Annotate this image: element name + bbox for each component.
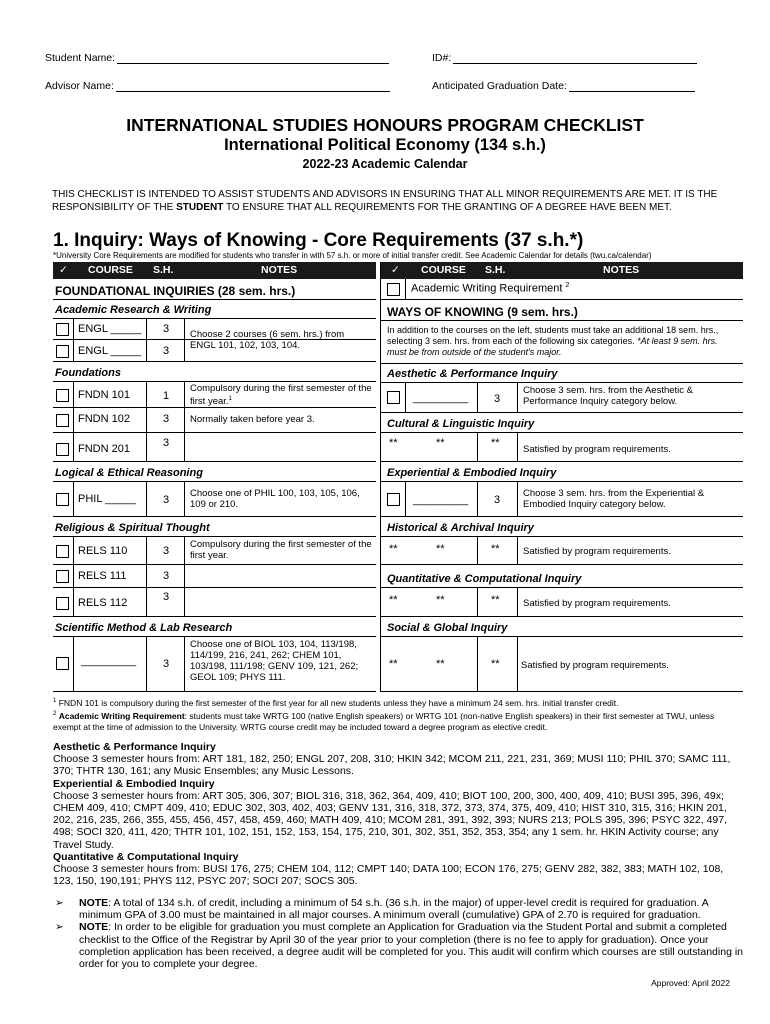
category-social-global: Social & Global Inquiry	[381, 617, 743, 637]
experiential-checkbox[interactable]	[387, 493, 400, 506]
table-row: _________ 3 Choose 3 sem. hrs. from the Aesthetic & Performance Inquiry category below.	[381, 383, 743, 413]
right-column-header: ✓ COURSE S.H. NOTES	[381, 262, 743, 279]
page-title: INTERNATIONAL STUDIES HONOURS PROGRAM CHECKLIST	[126, 115, 644, 135]
graduation-date-line[interactable]	[569, 79, 695, 92]
engl-checkbox-1[interactable]	[56, 323, 69, 336]
phil-checkbox[interactable]	[56, 493, 69, 506]
section-note: *University Core Requirements are modified for students who transfer in with 57 s.h. or more of initial transfer credit. See Academic Calendar for details (twu.ca/calendar)	[53, 251, 652, 260]
left-column-header: ✓ COURSE S.H. NOTES	[53, 262, 376, 279]
section-heading: 1. Inquiry: Ways of Knowing - Core Requirements (37 s.h.*)	[53, 230, 584, 251]
table-row: RELS 111 3	[53, 565, 376, 588]
advisor-name-line[interactable]	[116, 79, 390, 92]
table-row: RELS 112 3	[53, 588, 376, 617]
student-name-line[interactable]	[117, 51, 389, 64]
advisor-name-label: Advisor Name:	[45, 80, 114, 92]
program-subtitle: International Political Economy (134 s.h.)	[224, 136, 546, 154]
fndn101-checkbox[interactable]	[56, 389, 69, 402]
ways-of-knowing-note-row: In addition to the courses on the left, students must take an additional 18 sem. hrs., selecting 3 sem. hrs. from each of the following six categories. *At least 9 sem. hrs. must be from outside of the student's major.	[381, 321, 743, 364]
footnote-1: $^1$ FNDN 101 is compulsory during the first semester of the first year for all new students unless they have a minimum 24 sem. hrs. initial transfer credit.	[53, 697, 619, 708]
graduation-date-field[interactable]	[432, 79, 695, 92]
category-scientific-method: Scientific Method & Lab Research	[53, 617, 376, 637]
academic-writing-checkbox[interactable]	[387, 283, 400, 296]
disclaimer: THIS CHECKLIST IS INTENDED TO ASSIST STUDENTS AND ADVISORS IN ENSURING THAT ALL MINOR REQUIREMENTS ARE MET. IT IS THE RESPONSIBILITY OF THE STUDENT TO ENSURE THAT ALL REQUIREMENTS FOR THE GRANTING OF A DEGREE HAVE BEEN MET.	[52, 189, 718, 213]
check-header-icon: ✓	[391, 264, 400, 276]
category-foundations: Foundations	[53, 362, 376, 382]
table-row: ** ** ** Satisfied by program requirements.	[381, 433, 743, 462]
rels112-checkbox[interactable]	[56, 597, 69, 610]
ways-of-knowing-heading: WAYS OF KNOWING (9 sem. hrs.)	[381, 300, 743, 321]
table-row: FNDN 201 3	[53, 433, 376, 462]
left-column	[53, 262, 376, 692]
table-row: ** ** ** Satisfied by program requirements.	[381, 588, 743, 617]
engl-note: Choose 2 courses (6 sem. hrs.) from ENGL 101, 102, 103, 104.	[190, 329, 345, 351]
footnotes	[53, 696, 743, 733]
disclaimer-student: STUDENT	[176, 202, 224, 213]
rels111-checkbox[interactable]	[56, 570, 69, 583]
table-row: ** ** ** Satisfied by program requirements.	[381, 637, 743, 692]
category-logical-ethical: Logical & Ethical Reasoning	[53, 462, 376, 482]
table-row: FNDN 102 3 Normally taken before year 3.	[53, 408, 376, 433]
academic-writing-row: Academic Writing Requirement $^2$	[381, 279, 743, 300]
science-checkbox[interactable]	[56, 657, 69, 670]
aesthetic-checkbox[interactable]	[387, 391, 400, 404]
table-row: _________ 3 Choose one of BIOL 103, 104, 113/198, 114/199, 216, 241, 262; CHEM 101, 103/198, 111/198; GENV 109, 121, 262; GEOL 109; PHYS 111.	[53, 637, 376, 692]
advisor-name-field[interactable]	[45, 79, 390, 92]
category-cultural-linguistic: Cultural & Linguistic Inquiry	[381, 413, 743, 433]
note-graduation: ➢ NOTE: In order to be eligible for graduation you must complete an Application for Graduation via the Student Portal and submit a completed checklist to the Office of the Registrar by April 30 of the year prior to your completion (there is no fee to apply for graduation). Once your completion application has been received, a degree audit will be completed for you. This audit will confirm which courses are still outstanding in order for you to complete your degree.	[55, 921, 743, 971]
student-name-label: Student Name:	[45, 52, 116, 64]
right-column	[380, 262, 743, 692]
check-header-icon: ✓	[59, 264, 68, 276]
id-field[interactable]	[432, 51, 697, 64]
fndn102-checkbox[interactable]	[56, 414, 69, 427]
table-row: _________ 3 Choose 3 sem. hrs. from the Experiential & Embodied Inquiry category below.	[381, 482, 743, 517]
category-academic-research: Academic Research & Writing	[53, 300, 376, 319]
table-row: RELS 110 3 Compulsory during the first semester of the first year.	[53, 537, 376, 565]
arrow-bullet-icon: ➢	[55, 897, 64, 909]
footnote-2: $^2$ Academic Writing Requirement: students must take WRTG 100 (native English speakers) or WRTG 101 (non-native English speakers) in their first semester at TWU, unless exempt at the time of admission to the University. WRTG course credit may be included toward a degree program as elective credit.	[53, 710, 715, 732]
category-aesthetic-performance: Aesthetic & Performance Inquiry	[381, 364, 743, 383]
calendar-year: 2022-23 Academic Calendar	[302, 157, 468, 171]
arrow-bullet-icon: ➢	[55, 921, 64, 934]
table-row: ENGL _____ 3 Choose 2 courses (6 sem. hrs.) from ENGL 101, 102, 103, 104.	[53, 319, 376, 340]
category-historical-archival: Historical & Archival Inquiry	[381, 517, 743, 537]
approved-date: Approved: April 2022	[651, 978, 730, 988]
graduation-date-label: Anticipated Graduation Date:	[432, 80, 567, 92]
category-course-lists: Aesthetic & Performance Inquiry Choose 3 semester hours from: ART 181, 182, 250; ENGL 207, 208, 310; HKIN 342; MCOM 211, 221, 231, 369; MUSI 110; PHIL 370; SAMC 111, 370; THTR 130, 161; any Music Ensembles; any Music Lessons. Experiential & Embodied Inquiry Choose 3 semester hours from: ART 305, 306, 307; BIOL 316, 318, 362, 364, 409, 410; BIOT 100, 200, 300, 400, 409, 410; BUSI 395, 396, 49x; CHEM 409, 410; CMPT 409, 410; EDUC 302, 303, 402, 403; GENV 131, 316, 318, 372, 373, 374, 375, 409, 410; HIST 310, 315, 316; HKIN 201, 202, 216, 235, 266, 355, 455, 456, 457, 458, 459, 460; MATH 409, 410; MCOM 281, 391, 392, 393; NURS 213; POLS 395, 396; PSYC 322, 497, 498; SOCI 320, 411, 420; THTR 101, 102, 151, 152, 153, 154, 175, 210, 301, 302, 351, 352, 353, 354; any 1 sem. hr. HKIN Activity course; any Travel Study. Quantitative & Computational Inquiry Choose 3 semester hours from: BUSI 176, 275; CHEM 104, 112; CMPT 140; DATA 100; ECON 176, 275; GENV 282, 382, 383; MATH 102, 108, 123, 150, 190,191; PHYS 112, PSYC 207; SOCI 207; SOCS 305.	[53, 741, 731, 888]
id-line[interactable]	[453, 51, 697, 64]
notes	[53, 897, 743, 970]
id-label: ID#:	[432, 52, 452, 64]
table-row: ** ** ** Satisfied by program requirements.	[381, 537, 743, 565]
rels110-checkbox[interactable]	[56, 545, 69, 558]
student-name-field[interactable]	[45, 51, 389, 64]
table-row: PHIL _____ 3 Choose one of PHIL 100, 103, 105, 106, 109 or 210.	[53, 482, 376, 517]
category-religious-spiritual: Religious & Spiritual Thought	[53, 517, 376, 537]
table-row: ENGL _____ 3	[53, 340, 376, 362]
category-quantitative-computational: Quantitative & Computational Inquiry	[381, 565, 743, 588]
note-credits: ➢ NOTE: A total of 134 s.h. of credit, including a minimum of 54 s.h. (36 s.h. in the major) of upper-level credit is required for graduation. A minimum GPA of 3.00 must be maintained in all major courses. A minimum overall (cumulative) GPA of 2.70 is required for graduation.	[55, 897, 709, 922]
category-experiential-embodied: Experiential & Embodied Inquiry	[381, 462, 743, 482]
engl-checkbox-2[interactable]	[56, 345, 69, 358]
table-row: FNDN 101 1 Compulsory during the first semester of the first year.$^1$	[53, 382, 376, 408]
fndn201-checkbox[interactable]	[56, 443, 69, 456]
foundational-inquiries-heading: FOUNDATIONAL INQUIRIES (28 sem. hrs.)	[53, 279, 376, 300]
